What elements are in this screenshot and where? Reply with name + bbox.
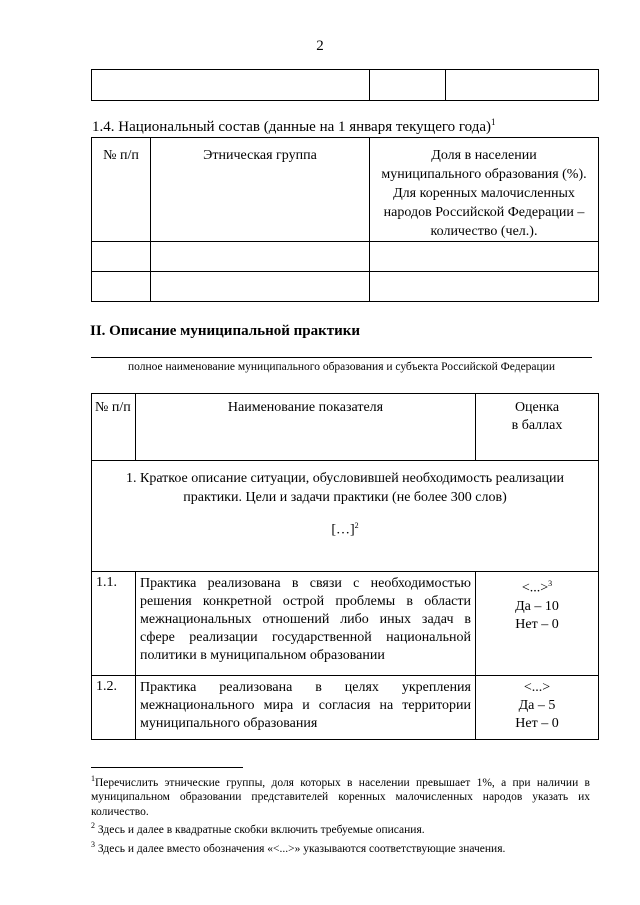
table-cell [151,272,370,302]
table-row [92,272,599,302]
nationality-table [91,137,599,302]
item-score: <...>$^3$ Да – 10 Нет – 0 [476,572,599,676]
section-1-4-title: 1.4. Национальный состав (данные на 1 января текущего года)$^1$ [92,117,496,135]
header-ethnic-group: Этническая группа [151,138,370,242]
table-cell [370,242,599,272]
table-row [92,70,599,101]
table-cell [446,70,599,101]
header-indicator: Наименование показателя [136,394,476,461]
footnote-3: $^3$ Здесь и далее вместо обозначения «<...>» указываются соответствующие значения. [91,839,506,855]
footnote-separator [91,767,243,768]
footnote-1: $^1$Перечислить этнические группы, доля которых в населении превышает 1%, а при наличии в муниципальном образовании представителей коренных малочисленных народов указать их количество. [91,774,590,818]
header-num: № п/п [92,138,151,242]
table-cell [92,242,151,272]
table-row [92,572,599,676]
table-cell [92,272,151,302]
footnote-ref: 2 [354,521,359,530]
table-header-row [92,138,599,242]
header-share: Доля в населении муниципального образования (%). Для коренных малочисленных народов Российской Федерации – количество (чел.). [370,138,599,242]
summary-cell: 1. Краткое описание ситуации, обусловившей необходимость реализации практики. Цели и задачи практики (не более 300 слов) […]$^2$ [92,461,599,572]
municipality-name-line [91,357,592,358]
practice-table [91,393,599,740]
summary-row [92,461,599,572]
header-num: № п/п [92,394,136,461]
item-num: 1.1. [92,572,136,676]
header-score: Оценка в баллах [476,394,599,461]
table-cell [370,272,599,302]
table-cell [92,70,370,101]
table-cell [151,242,370,272]
footnotes [91,772,590,856]
item-score: <...> Да – 5 Нет – 0 [476,676,599,740]
placeholder: […]$^2$ [331,521,359,538]
municipality-caption: полное наименование муниципального образования и субъекта Российской Федерации [127,361,555,373]
section-2-title: II. Описание муниципальной практики [90,323,361,339]
table-row [92,242,599,272]
table-cell [370,70,446,101]
footnote-2: $^2$ Здесь и далее в квадратные скобки включить требуемые описания. [91,821,425,837]
top-table [91,69,599,101]
footnote-ref: 1 [491,117,496,127]
item-text: Практика реализована в связи с необходимостью решения конкретной острой проблемы в области межнациональных отношений либо иных задач в сфере реализации государственной национальной политики в муниципальном образовании [136,572,476,676]
page-number: 2 [316,38,324,54]
table-row [92,676,599,740]
footnote-ref: 3 [548,579,553,588]
item-text: Практика реализована в целях укрепления межнационального мира и согласия на территории муниципального образования [136,676,476,740]
table-header-row [92,394,599,461]
item-num: 1.2. [92,676,136,740]
